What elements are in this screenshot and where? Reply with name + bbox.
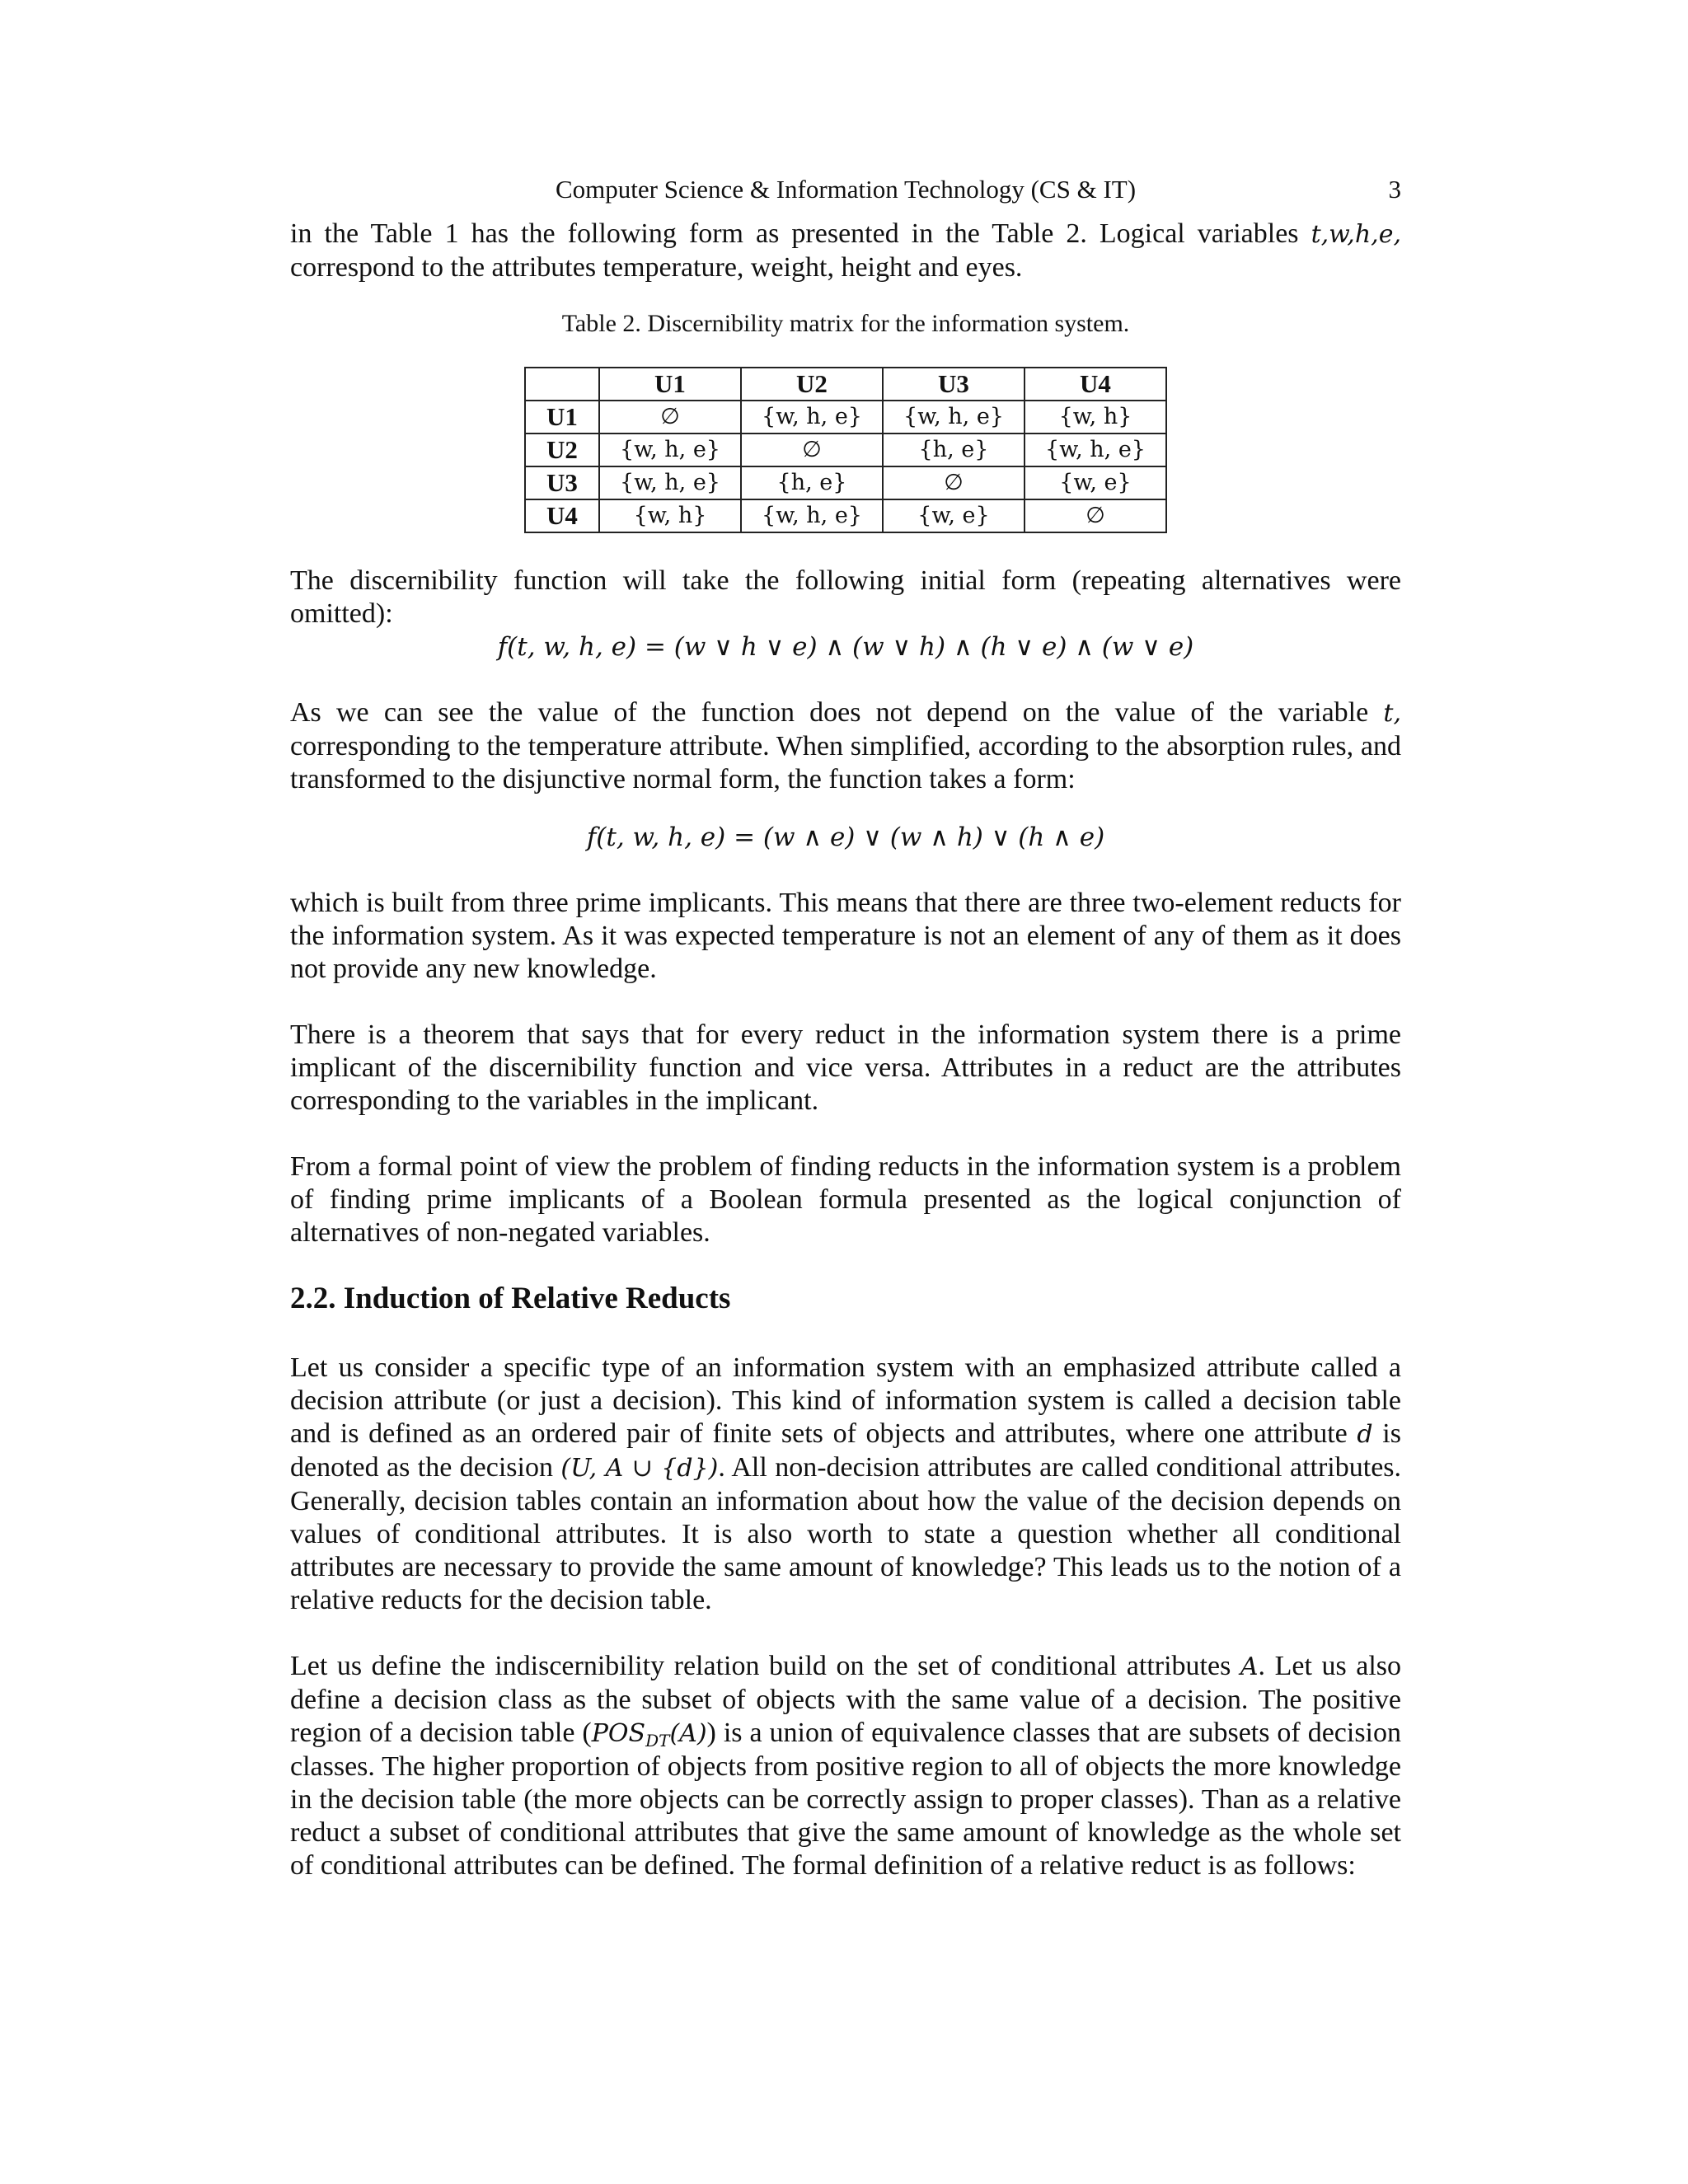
variable-A: A (1240, 1652, 1259, 1681)
section-heading: 2.2. Induction of Relative Reducts (290, 1282, 731, 1315)
table-cell: {w, h} (1025, 401, 1166, 434)
paragraph-simplification-text: As we can see the value of the function does not depend on the value of the variable (290, 697, 1384, 728)
table-cell: {w, h, e} (599, 434, 741, 466)
variable-t: t, (1383, 699, 1401, 728)
table-cell: {w, e} (1025, 466, 1166, 499)
variable-d: d (1357, 1420, 1373, 1449)
pos-argument: (A) (669, 1719, 707, 1748)
body-content (290, 218, 1401, 1882)
paragraph-decision-table (290, 1352, 1401, 1617)
row-header: U1 (525, 401, 599, 434)
table-caption: Table 2. Discernibility matrix for the information system. (561, 310, 1130, 337)
table-cell: {w, h, e} (599, 466, 741, 499)
paragraph-positive-region-c: ) is a union of equivalence classes that are subsets of decision classes. The higher proportion of objects from positive region to all of objects the more knowledge in the decision table (the more objects can be correctly assign to proper classes). Than as a relative reduct a subset of conditional attributes that give the same amount of knowledge as the whole set of conditional attributes can be defined. The formal definition of a relative reduct is as follows: (290, 1718, 1401, 1881)
table-row (525, 434, 1166, 466)
row-header: U2 (525, 434, 599, 466)
header-title: Computer Science & Information Technology (CS & IT) (555, 175, 1137, 204)
column-header: U3 (883, 368, 1025, 401)
table-row (525, 466, 1166, 499)
paragraph-intro-text-2: correspond to the attributes temperature, weight, height and eyes. (290, 252, 1023, 283)
table-cell: {h, e} (741, 466, 883, 499)
formula-dnf: f(t, w, h, e) = (w ∧ e) ∨ (w ∧ h) ∨ (h ∧ e) (586, 823, 1105, 852)
paragraph-positive-region-a: Let us define the indiscernibility relation build on the set of conditional attributes (290, 1651, 1240, 1681)
paragraph-formal-view: From a formal point of view the problem of finding reducts in the information system is a problem of finding prime implicants of a Boolean formula presented as the logical conjunction of alternatives of non-negated variables. (290, 1151, 1401, 1248)
table-cell: {h, e} (883, 434, 1025, 466)
paragraph-positive-region (290, 1650, 1401, 1882)
table-cell: {w, h, e} (883, 401, 1025, 434)
table-cell: ∅ (883, 466, 1025, 499)
paragraph-intro-text: in the Table 1 has the following form as presented in the Table 2. Logical variables (290, 218, 1311, 249)
table-cell: ∅ (741, 434, 883, 466)
table-header-row (525, 368, 1166, 401)
table-cell: {w, h, e} (741, 401, 883, 434)
table-cell: {w, e} (883, 499, 1025, 532)
row-header: U3 (525, 466, 599, 499)
row-header: U4 (525, 499, 599, 532)
paragraph-decision-table-c: . All non-decision attributes are called conditional attributes. Generally, decision tables contain an information about how the value of the decision depends on values of conditional attributes. It is also worth to state a question whether all conditional attributes are necessary to provide the same amount of knowledge? This leads us to the notion of a relative reducts for the decision table. (290, 1452, 1402, 1615)
paragraph-prime-implicants: which is built from three prime implicants. This means that there are three two-element reducts for the information system. As it was expected temperature is not an element of any of them as it does not provide any new knowledge. (290, 888, 1401, 984)
table-cell: {w, h, e} (741, 499, 883, 532)
paragraph-theorem: There is a theorem that says that for every reduct in the information system there is a prime implicant of the discernibility function and vice versa. Attributes in a reduct are the attributes corresponding to the variables in the implicant. (290, 1019, 1401, 1116)
pos-label: POS (591, 1719, 646, 1748)
column-header: U1 (599, 368, 741, 401)
column-header: U2 (741, 368, 883, 401)
running-header (290, 171, 1401, 208)
table-cell: ∅ (1025, 499, 1166, 532)
paragraph-decision-table-b: is denoted as the decision (290, 1418, 1401, 1483)
paragraph-decision-table-a: Let us consider a specific type of an information system with an emphasized attribute called a decision attribute (or just a decision). This kind of information system is called a decision table and is defined as an ordered pair of finite sets of objects and attributes, where one attribute (290, 1352, 1401, 1449)
paragraph-intro (290, 218, 1401, 284)
table-cell: {w, h} (599, 499, 741, 532)
positive-region-symbol (592, 1719, 707, 1748)
paragraph-discernibility: The discernibility function will take the following initial form (repeating alternatives were omitted): (290, 565, 1401, 629)
table-cell: {w, h, e} (1025, 434, 1166, 466)
table-row (525, 499, 1166, 532)
formula-initial: f(t, w, h, e) = (w ∨ h ∨ e) ∧ (w ∨ h) ∧ (h ∨ e) ∧ (w ∨ e) (497, 632, 1194, 662)
paragraph-simplification-text-2: corresponding to the temperature attribute. When simplified, according to the absorption rules, and transformed to the disjunctive normal form, the function takes a form: (290, 731, 1401, 794)
logical-variables: t,w,h,e, (1311, 220, 1401, 249)
pos-subscript: DT (645, 1731, 670, 1750)
table-cell: ∅ (599, 401, 741, 434)
page-number: 3 (1388, 175, 1401, 204)
table-row (525, 401, 1166, 434)
column-header: U4 (1025, 368, 1166, 401)
discernibility-matrix (524, 367, 1167, 533)
table-corner-cell (525, 368, 599, 401)
paragraph-positive-region-b: . Let us also define a decision class as the subset of objects with the same value of a decision. The positive region of a decision table ( (290, 1651, 1401, 1748)
paragraph-simplification (290, 696, 1401, 796)
decision-table-tuple: (U, A ∪ {d}) (560, 1454, 719, 1483)
